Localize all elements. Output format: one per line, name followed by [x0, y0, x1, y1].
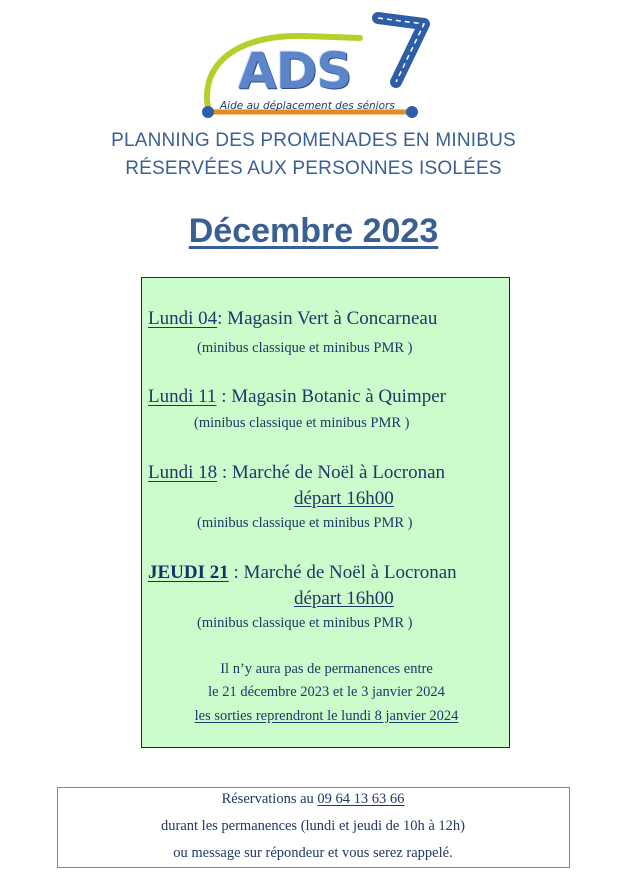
departure-time: départ 16h00 [294, 588, 394, 609]
outing-destination: Marché de Noël à Locronan [231, 462, 446, 483]
outings-box [141, 277, 510, 748]
outing-1 [148, 308, 517, 330]
outing-3 [148, 462, 517, 484]
notice-resume-text: les sorties reprendront le lundi 8 janvier 2024 [194, 708, 459, 724]
reservation-prefix: Réservations au [221, 791, 318, 807]
month-heading: Décembre 2023 [188, 212, 439, 250]
outing-destination: Magasin Vert à Concarneau [227, 308, 438, 329]
departure-time: départ 16h00 [294, 488, 394, 509]
title-line-1: PLANNING DES PROMENADES EN MINIBUS [111, 130, 516, 151]
notice-line-2: le 21 décembre 2023 et le 3 janvier 2024 [208, 684, 445, 700]
notice-line-1: Il n’y aura pas de permanences entre [220, 661, 433, 677]
notice-line-3 [142, 708, 511, 725]
outing-day: JEUDI 21 [148, 562, 229, 583]
reservation-line-3: ou message sur répondeur et vous serez rappelé. [173, 845, 453, 861]
outing-day: Lundi 04 [148, 308, 218, 329]
title-line-2: RÉSERVÉES AUX PERSONNES ISOLÉES [125, 158, 502, 179]
outing-destination: Marché de Noël à Locronan [243, 562, 457, 583]
outing-separator: : [228, 562, 244, 583]
logo-text: ADS [238, 42, 352, 100]
reservation-box [57, 787, 570, 868]
reservation-line-2: durant les permanences (lundi et jeudi de 10h à 12h) [161, 818, 465, 834]
outing-separator: : [217, 462, 232, 483]
outing-separator: : [216, 386, 232, 407]
outing-day: Lundi 11 [148, 386, 217, 407]
outing-2 [148, 386, 517, 408]
outing-destination: Magasin Botanic à Quimper [231, 386, 446, 407]
outing-3-departure [294, 488, 627, 510]
reservation-line-1 [58, 791, 568, 808]
outing-4-departure [294, 588, 627, 610]
outing-4 [148, 562, 517, 584]
logo-subtitle: Aide au déplacement des séniors [220, 100, 395, 112]
reservation-phone[interactable]: 09 64 13 63 66 [317, 791, 405, 807]
outing-3-vehicles: (minibus classique et minibus PMR ) [197, 515, 413, 531]
outing-day: Lundi 18 [148, 462, 218, 483]
outing-4-vehicles: (minibus classique et minibus PMR ) [197, 615, 413, 631]
outing-1-vehicles: (minibus classique et minibus PMR ) [197, 340, 413, 356]
outing-2-vehicles: (minibus classique et minibus PMR ) [194, 415, 410, 431]
ads-logo [200, 12, 430, 124]
outing-separator: : [217, 308, 228, 329]
